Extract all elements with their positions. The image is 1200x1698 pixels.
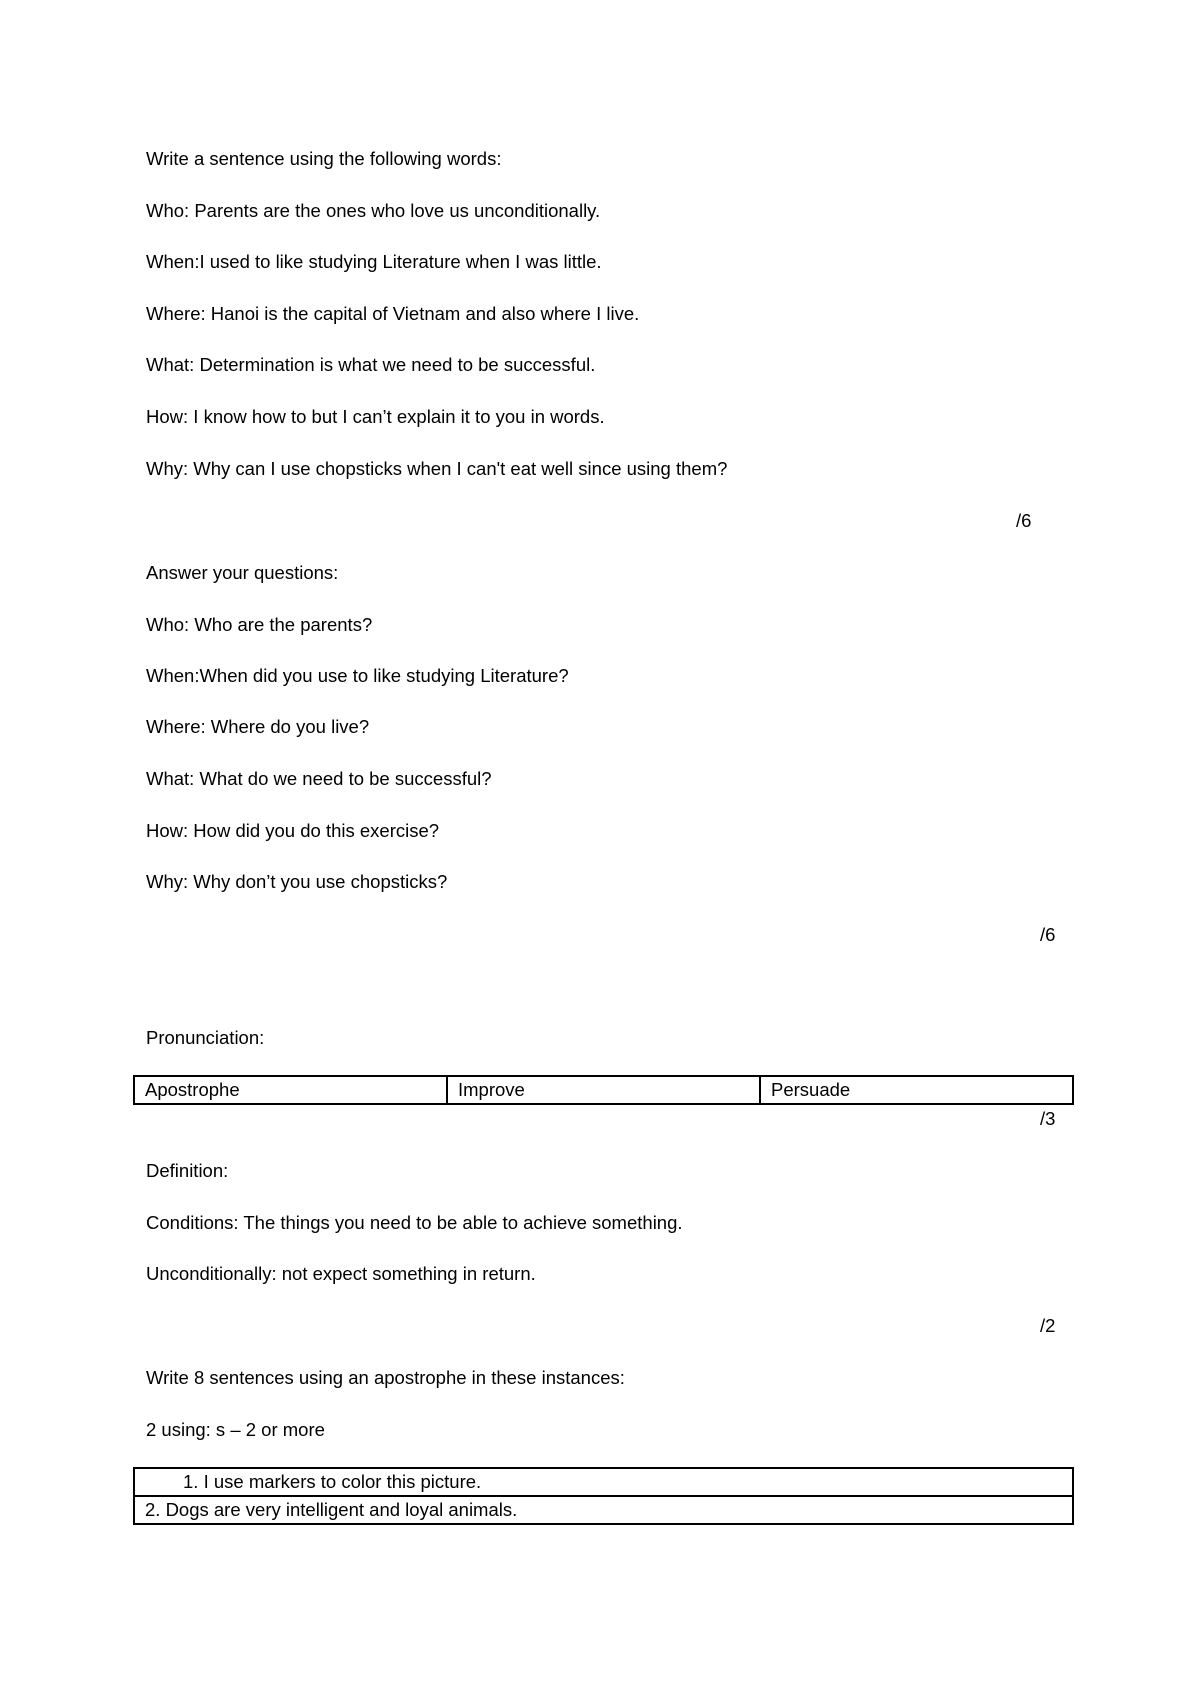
section2-heading: Answer your questions: [146,562,339,583]
section4-score: /2 [1040,1315,1056,1336]
section2-line-where: Where: Where do you live? [146,716,370,737]
section3-score: /3 [1040,1108,1056,1129]
section2-line-when: When:When did you use to like studying Literature? [146,665,569,686]
sentence-cell: 1. I use markers to color this picture. [134,1468,1073,1496]
section2-line-what: What: What do we need to be successful? [146,768,492,789]
section2-line-how: How: How did you do this exercise? [146,820,440,841]
section1-score: /6 [1016,510,1032,531]
section1-line-where: Where: Hanoi is the capital of Vietnam and also where I live. [146,303,640,324]
pronunciation-word: Improve [447,1076,760,1104]
section3-heading: Pronunciation: [146,1027,265,1048]
section2-score: /6 [1040,924,1056,945]
table-row [134,1076,1073,1104]
section1-line-who: Who: Parents are the ones who love us unconditionally. [146,200,601,221]
sentence-cell: 2. Dogs are very intelligent and loyal animals. [134,1496,1073,1524]
section1-line-how: How: I know how to but I can’t explain it to you in words. [146,406,605,427]
table-row [134,1496,1073,1524]
pronunciation-word: Persuade [760,1076,1073,1104]
section4-line-conditions: Conditions: The things you need to be able to achieve something. [146,1212,683,1233]
section1-line-why: Why: Why can I use chopsticks when I can't eat well since using them? [146,458,728,479]
table-row [134,1468,1073,1496]
section2-line-why: Why: Why don’t you use chopsticks? [146,871,448,892]
section1-line-what: What: Determination is what we need to be successful. [146,354,596,375]
section2-line-who: Who: Who are the parents? [146,614,373,635]
sentences-table [133,1467,1074,1525]
section4-line-unconditionally: Unconditionally: not expect something in return. [146,1263,536,1284]
pronunciation-word: Apostrophe [134,1076,447,1104]
section1-heading: Write a sentence using the following words: [146,148,502,169]
section5-heading: Write 8 sentences using an apostrophe in these instances: [146,1367,625,1388]
section1-line-when: When:I used to like studying Literature when I was little. [146,251,602,272]
section4-heading: Definition: [146,1160,229,1181]
pronunciation-table [133,1075,1074,1105]
section5-subheading: 2 using: s – 2 or more [146,1419,325,1440]
